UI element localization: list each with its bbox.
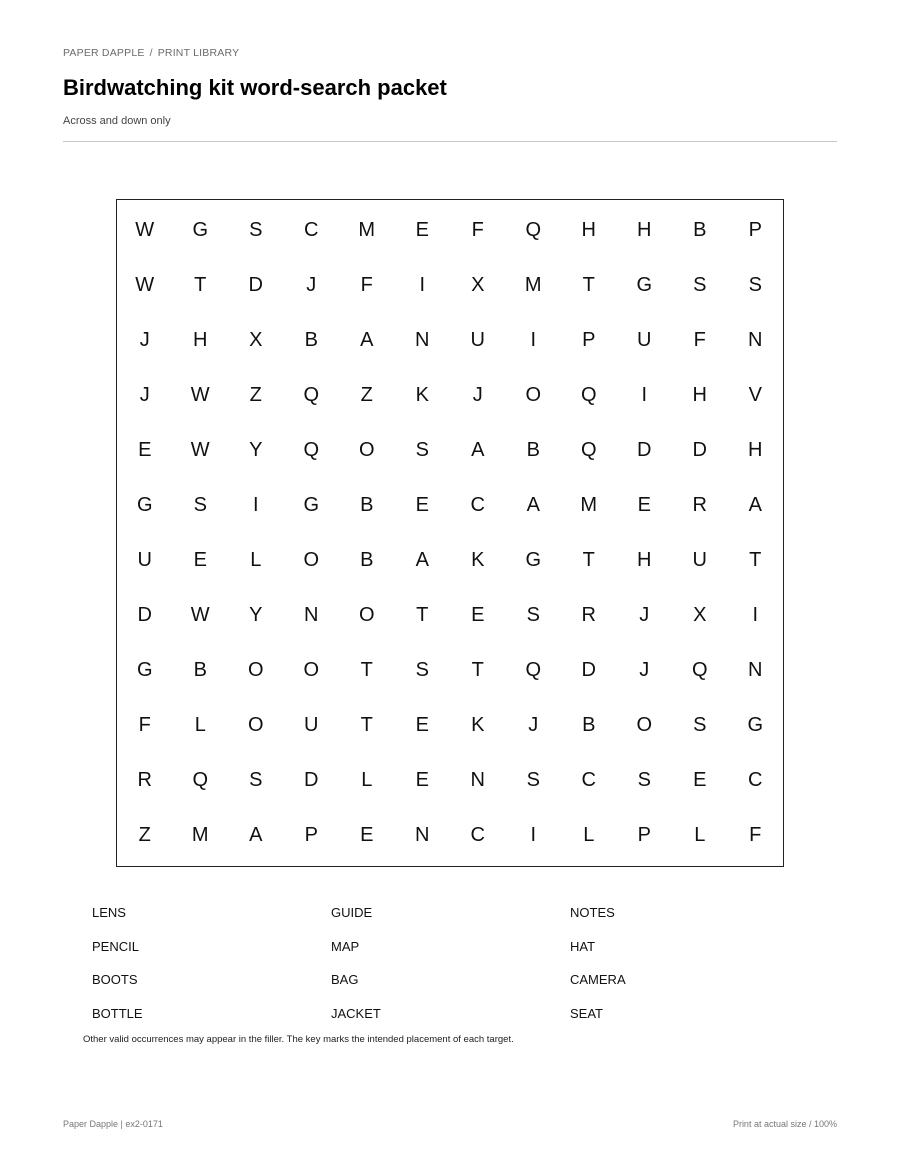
grid-cell: T bbox=[360, 659, 373, 681]
grid-cell: R bbox=[137, 769, 152, 791]
grid-cell: P bbox=[304, 824, 318, 846]
grid-cell: E bbox=[138, 439, 152, 461]
footer-print-hint: Print at actual size / 100% bbox=[732, 1119, 837, 1129]
word-list-item: JACKET bbox=[331, 1005, 381, 1021]
grid-cell: F bbox=[471, 219, 484, 241]
grid-cell: B bbox=[360, 494, 374, 516]
grid-cell: A bbox=[249, 824, 263, 846]
grid-cell: I bbox=[530, 824, 537, 846]
breadcrumb-separator: / bbox=[149, 47, 153, 59]
word-list-item: BAG bbox=[331, 972, 359, 987]
grid-cell: N bbox=[748, 659, 763, 681]
word-list-item: HAT bbox=[570, 938, 596, 954]
grid-cell: C bbox=[470, 824, 485, 846]
grid-cell: N bbox=[748, 329, 763, 351]
grid-cell: Q bbox=[192, 769, 209, 791]
grid-cell: Q bbox=[580, 439, 597, 461]
grid-cell: D bbox=[248, 274, 263, 296]
grid-cell: E bbox=[471, 604, 485, 626]
grid-cell: O bbox=[358, 439, 375, 461]
grid-cell: S bbox=[693, 274, 707, 296]
word-list-item: GUIDE bbox=[331, 905, 373, 920]
word-list-item: SEAT bbox=[570, 1005, 603, 1021]
grid-cell: O bbox=[303, 549, 320, 571]
grid-cell: S bbox=[526, 604, 540, 626]
word-list-item: BOOTS bbox=[92, 972, 138, 987]
grid-cell: P bbox=[748, 219, 762, 241]
grid-cell: E bbox=[415, 769, 429, 791]
grid-cell: B bbox=[193, 659, 207, 681]
grid-cell: G bbox=[303, 494, 320, 516]
grid-cell: J bbox=[139, 384, 150, 406]
grid-cell: L bbox=[361, 769, 373, 791]
grid-cell: T bbox=[471, 659, 484, 681]
grid-cell: Z bbox=[360, 384, 373, 406]
word-list-item: LENS bbox=[92, 905, 126, 920]
grid-cell: E bbox=[637, 494, 651, 516]
page-title: Birdwatching kit word-search packet bbox=[63, 75, 447, 100]
grid-cell: P bbox=[637, 824, 651, 846]
header-divider bbox=[63, 141, 837, 142]
grid-cell: D bbox=[637, 439, 652, 461]
grid-cell: T bbox=[416, 604, 429, 626]
grid-cell: A bbox=[415, 549, 429, 571]
grid-cell: O bbox=[303, 659, 320, 681]
grid-cell: A bbox=[471, 439, 485, 461]
grid-cell: C bbox=[470, 494, 485, 516]
grid-cell: I bbox=[641, 384, 648, 406]
grid-cell: G bbox=[136, 494, 153, 516]
grid-cell: T bbox=[749, 549, 762, 571]
grid-cell: L bbox=[583, 824, 595, 846]
grid-cell: U bbox=[137, 549, 152, 571]
grid-cell: A bbox=[748, 494, 762, 516]
grid-cell: E bbox=[415, 714, 429, 736]
footer-id: Paper Dapple | ex2-0171 bbox=[63, 1119, 163, 1129]
grid-cell: E bbox=[415, 494, 429, 516]
grid-cell: S bbox=[415, 439, 429, 461]
grid-cell: Z bbox=[138, 824, 151, 846]
grid-cell: S bbox=[415, 659, 429, 681]
grid-cell: Q bbox=[303, 439, 320, 461]
grid-cell: M bbox=[524, 274, 542, 296]
grid-cell: S bbox=[693, 714, 707, 736]
grid-cell: Z bbox=[249, 384, 262, 406]
grid-cell: C bbox=[304, 219, 319, 241]
word-search-grid bbox=[116, 199, 784, 867]
grid-cell: I bbox=[752, 604, 759, 626]
grid-cell: Q bbox=[580, 384, 597, 406]
grid-cell: J bbox=[472, 384, 483, 406]
grid-cell: H bbox=[637, 219, 652, 241]
grid-cell: O bbox=[247, 714, 264, 736]
grid-cell: D bbox=[581, 659, 596, 681]
grid-cell: H bbox=[193, 329, 208, 351]
page-subtitle: Across and down only bbox=[63, 115, 171, 127]
grid-cell: Y bbox=[249, 439, 263, 461]
grid-cell: N bbox=[415, 329, 430, 351]
grid-cell: B bbox=[582, 714, 596, 736]
grid-cell: G bbox=[136, 659, 153, 681]
grid-cell: V bbox=[748, 384, 762, 406]
grid-cell: W bbox=[190, 439, 210, 461]
grid-cell: S bbox=[249, 769, 263, 791]
grid-cell: I bbox=[419, 274, 426, 296]
grid-cell: R bbox=[692, 494, 707, 516]
grid-cell: K bbox=[471, 714, 485, 736]
grid-cell: F bbox=[138, 714, 151, 736]
grid-cell: X bbox=[249, 329, 263, 351]
grid-cell: U bbox=[692, 549, 707, 571]
grid-cell: H bbox=[692, 384, 707, 406]
grid-cell: B bbox=[526, 439, 540, 461]
word-list-item: PENCIL bbox=[92, 938, 139, 954]
grid-cell: A bbox=[360, 329, 374, 351]
word-list-item: CAMERA bbox=[570, 972, 626, 987]
grid-cell: O bbox=[525, 384, 542, 406]
grid-cell: L bbox=[694, 824, 706, 846]
grid-cell: J bbox=[306, 274, 317, 296]
grid-cell: X bbox=[471, 274, 485, 296]
grid-cell: W bbox=[135, 219, 155, 241]
grid-cell: Q bbox=[691, 659, 708, 681]
grid-cell: M bbox=[191, 824, 209, 846]
grid-cell: H bbox=[748, 439, 763, 461]
grid-cell: N bbox=[470, 769, 485, 791]
grid-cell: W bbox=[190, 384, 210, 406]
grid-cell: J bbox=[528, 714, 539, 736]
grid-cell: F bbox=[749, 824, 762, 846]
grid-cell: T bbox=[360, 714, 373, 736]
grid-cell: N bbox=[415, 824, 430, 846]
grid-cell: B bbox=[360, 549, 374, 571]
grid-cell: E bbox=[415, 219, 429, 241]
grid-cell: B bbox=[693, 219, 707, 241]
grid-cell: S bbox=[249, 219, 263, 241]
grid-cell: E bbox=[693, 769, 707, 791]
grid-cell: H bbox=[581, 219, 596, 241]
breadcrumb-item-publisher[interactable]: PAPER DAPPLE bbox=[63, 47, 145, 59]
grid-cell: U bbox=[304, 714, 319, 736]
grid-cell: G bbox=[525, 549, 542, 571]
grid-cell: N bbox=[304, 604, 319, 626]
grid-cell: K bbox=[471, 549, 485, 571]
grid-cell: H bbox=[637, 549, 652, 571]
grid-cell: F bbox=[693, 329, 706, 351]
grid-cell: Q bbox=[525, 219, 542, 241]
grid-cell: U bbox=[637, 329, 652, 351]
grid-cell: W bbox=[190, 604, 210, 626]
grid-cell: E bbox=[193, 549, 207, 571]
breadcrumb-item-library[interactable]: PRINT LIBRARY bbox=[157, 47, 240, 59]
grid-cell: J bbox=[639, 604, 650, 626]
grid-cell: O bbox=[636, 714, 653, 736]
grid-cell: F bbox=[360, 274, 373, 296]
grid-cell: L bbox=[250, 549, 262, 571]
grid-cell: Q bbox=[525, 659, 542, 681]
grid-cell: O bbox=[247, 659, 264, 681]
word-list-item: MAP bbox=[331, 938, 360, 954]
puzzle-note: Other valid occurrences may appear in the filler. The key marks the intended placement of each target. bbox=[83, 1034, 514, 1045]
grid-cell: X bbox=[693, 604, 707, 626]
grid-cell: S bbox=[637, 769, 651, 791]
grid-cell: I bbox=[252, 494, 259, 516]
grid-cell: D bbox=[137, 604, 152, 626]
word-list-item: BOTTLE bbox=[92, 1005, 143, 1021]
grid-cell: D bbox=[304, 769, 319, 791]
grid-cell: K bbox=[415, 384, 429, 406]
grid-cell: S bbox=[748, 274, 762, 296]
grid-cell: Q bbox=[303, 384, 320, 406]
grid-cell: G bbox=[636, 274, 653, 296]
grid-cell: M bbox=[358, 219, 376, 241]
grid-cell: L bbox=[194, 714, 206, 736]
grid-cell: G bbox=[747, 714, 764, 736]
grid-cell: P bbox=[582, 329, 596, 351]
word-list bbox=[92, 896, 812, 1030]
grid-cell: T bbox=[194, 274, 207, 296]
grid-cell: A bbox=[526, 494, 540, 516]
grid-cell: M bbox=[580, 494, 598, 516]
grid-cell: Y bbox=[249, 604, 263, 626]
grid-cell: T bbox=[582, 549, 595, 571]
grid-cell: W bbox=[135, 274, 155, 296]
grid-cell: J bbox=[639, 659, 650, 681]
grid-cell: B bbox=[304, 329, 318, 351]
grid-cell: U bbox=[470, 329, 485, 351]
grid-cell: C bbox=[581, 769, 596, 791]
grid-cell: G bbox=[192, 219, 209, 241]
grid-cell: S bbox=[193, 494, 207, 516]
breadcrumb bbox=[63, 47, 239, 59]
grid-cell: T bbox=[582, 274, 595, 296]
grid-cell: E bbox=[360, 824, 374, 846]
grid-cell: O bbox=[358, 604, 375, 626]
word-list-item: NOTES bbox=[570, 905, 615, 920]
grid-cell: S bbox=[526, 769, 540, 791]
grid-cell: D bbox=[692, 439, 707, 461]
grid-cell: I bbox=[530, 329, 537, 351]
grid-cell: R bbox=[581, 604, 596, 626]
grid-cell: J bbox=[139, 329, 150, 351]
grid-cell: C bbox=[748, 769, 763, 791]
